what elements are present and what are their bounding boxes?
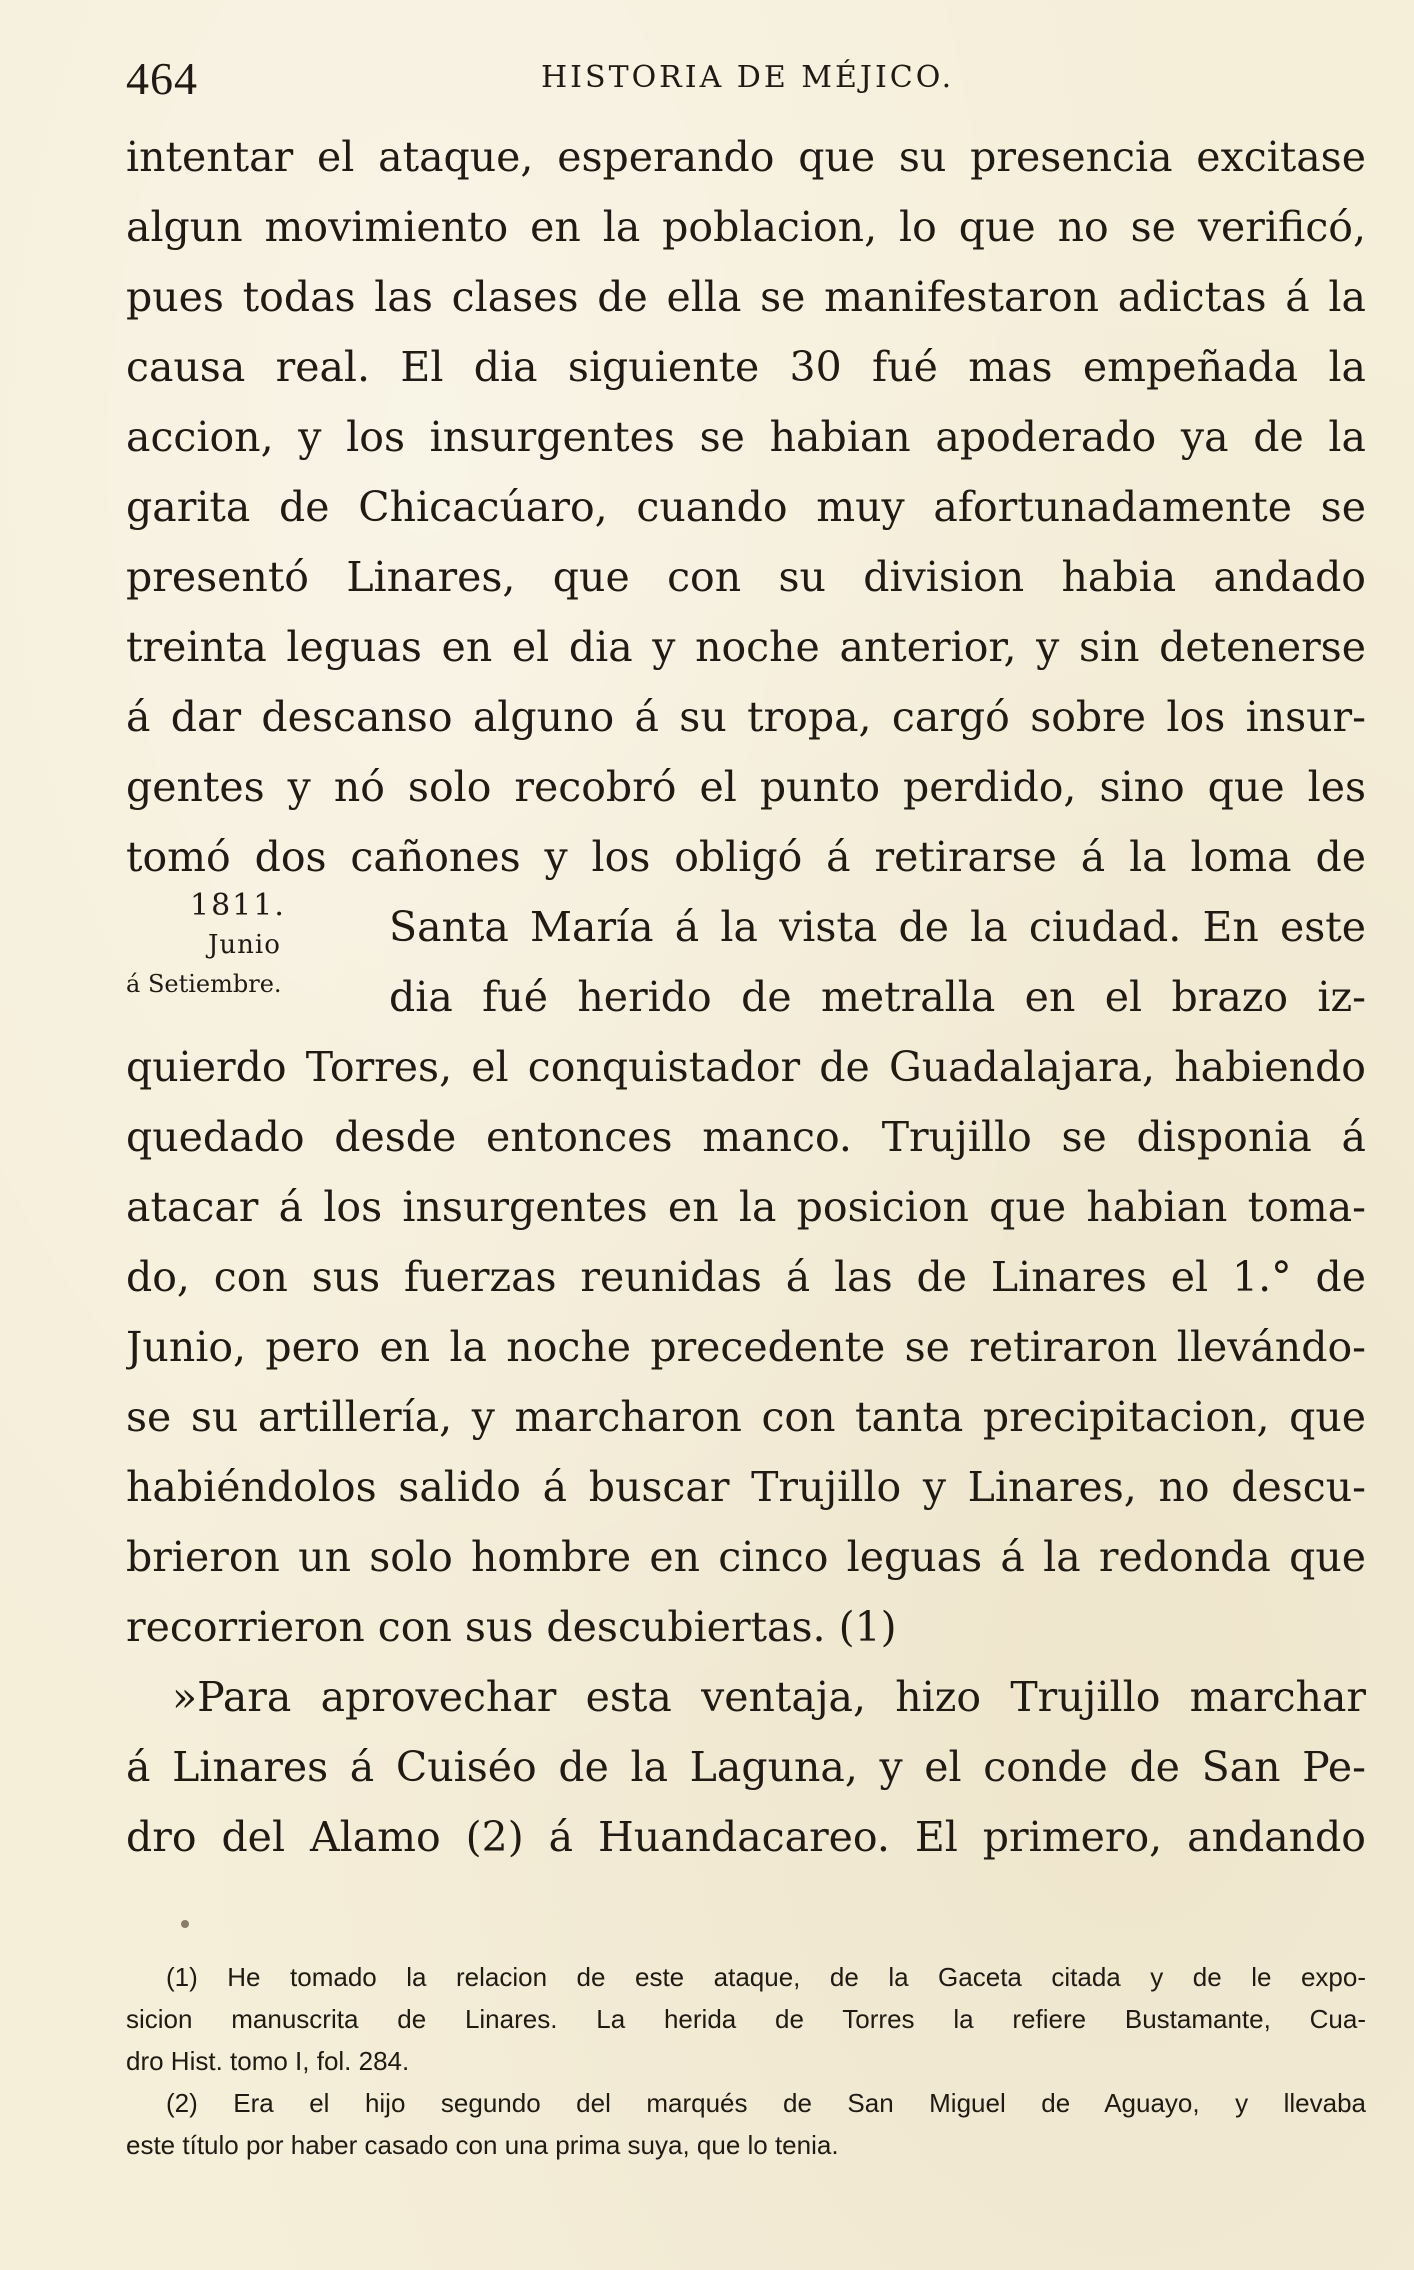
footnotes — [126, 1956, 1366, 2166]
margin-range-start: Junio — [208, 930, 281, 960]
body-line: Santa María á la vista de la ciudad. En este — [389, 903, 1366, 951]
body-text — [126, 122, 1366, 1872]
footnote-line: este título por haber casado con una prima suya, que lo tenia. — [126, 2130, 839, 2160]
body-line: intentar el ataque, esperando que su presencia excitase — [126, 133, 1366, 181]
body-line: á Linares á Cuiséo de la Laguna, y el conde de San Pe- — [126, 1743, 1366, 1791]
ink-speck — [181, 1920, 189, 1928]
body-line: presentó Linares, que con su division habia andado — [126, 553, 1366, 601]
body-line: do, con sus fuerzas reunidas á las de Linares el 1.° de — [126, 1253, 1366, 1301]
body-line: se su artillería, y marcharon con tanta precipitacion, que — [126, 1393, 1366, 1441]
body-line: pues todas las clases de ella se manifestaron adictas á la — [126, 273, 1366, 321]
body-line: accion, y los insurgentes se habian apoderado ya de la — [126, 413, 1366, 461]
footnote-line: (2) Era el hijo segundo del marqués de San Miguel de Aguayo, y llevaba — [166, 2088, 1366, 2118]
body-line: á dar descanso alguno á su tropa, cargó sobre los insur- — [126, 693, 1366, 741]
body-line: »Para aprovechar esta ventaja, hizo Trujillo marchar — [172, 1673, 1366, 1721]
running-head — [126, 52, 1366, 112]
body-line: Junio, pero en la noche precedente se retiraron llevándo- — [126, 1323, 1366, 1371]
footnote-line: dro Hist. tomo I, fol. 284. — [126, 2046, 410, 2076]
body-line: dia fué herido de metralla en el brazo iz- — [389, 973, 1366, 1021]
footnote-line: (1) He tomado la relacion de este ataque, de la Gaceta citada y de le expo- — [166, 1962, 1366, 1992]
body-line: habiéndolos salido á buscar Trujillo y Linares, no descu- — [126, 1463, 1366, 1511]
body-line: quedado desde entonces manco. Trujillo se disponia á — [126, 1113, 1366, 1161]
page-number: 464 — [126, 53, 198, 104]
footnote-line: sicion manuscrita de Linares. La herida de Torres la refiere Bustamante, Cua- — [126, 2004, 1366, 2034]
body-line: gentes y nó solo recobró el punto perdido, sino que les — [126, 763, 1366, 811]
body-line: dro del Alamo (2) á Huandacareo. El primero, andando — [126, 1813, 1366, 1861]
body-line: treinta leguas en el dia y noche anterior, y sin detenerse — [126, 623, 1366, 671]
body-line: causa real. El dia siguiente 30 fué mas empeñada la — [126, 343, 1366, 391]
body-line: atacar á los insurgentes en la posicion que habian toma- — [126, 1183, 1366, 1231]
running-title: HISTORIA DE MÉJICO. — [541, 60, 955, 95]
body-line: algun movimiento en la poblacion, lo que no se verificó, — [126, 203, 1366, 251]
margin-range-end: á Setiembre. — [126, 970, 282, 998]
body-line: tomó dos cañones y los obligó á retirarse á la loma de — [126, 833, 1366, 881]
body-line: garita de Chicacúaro, cuando muy afortunadamente se — [126, 483, 1366, 531]
body-line: brieron un solo hombre en cinco leguas á la redonda que — [126, 1533, 1366, 1581]
body-line: recorrieron con sus descubiertas. (1) — [126, 1603, 897, 1651]
body-line: quierdo Torres, el conquistador de Guadalajara, habiendo — [126, 1043, 1366, 1091]
margin-year: 1811. — [190, 888, 286, 923]
